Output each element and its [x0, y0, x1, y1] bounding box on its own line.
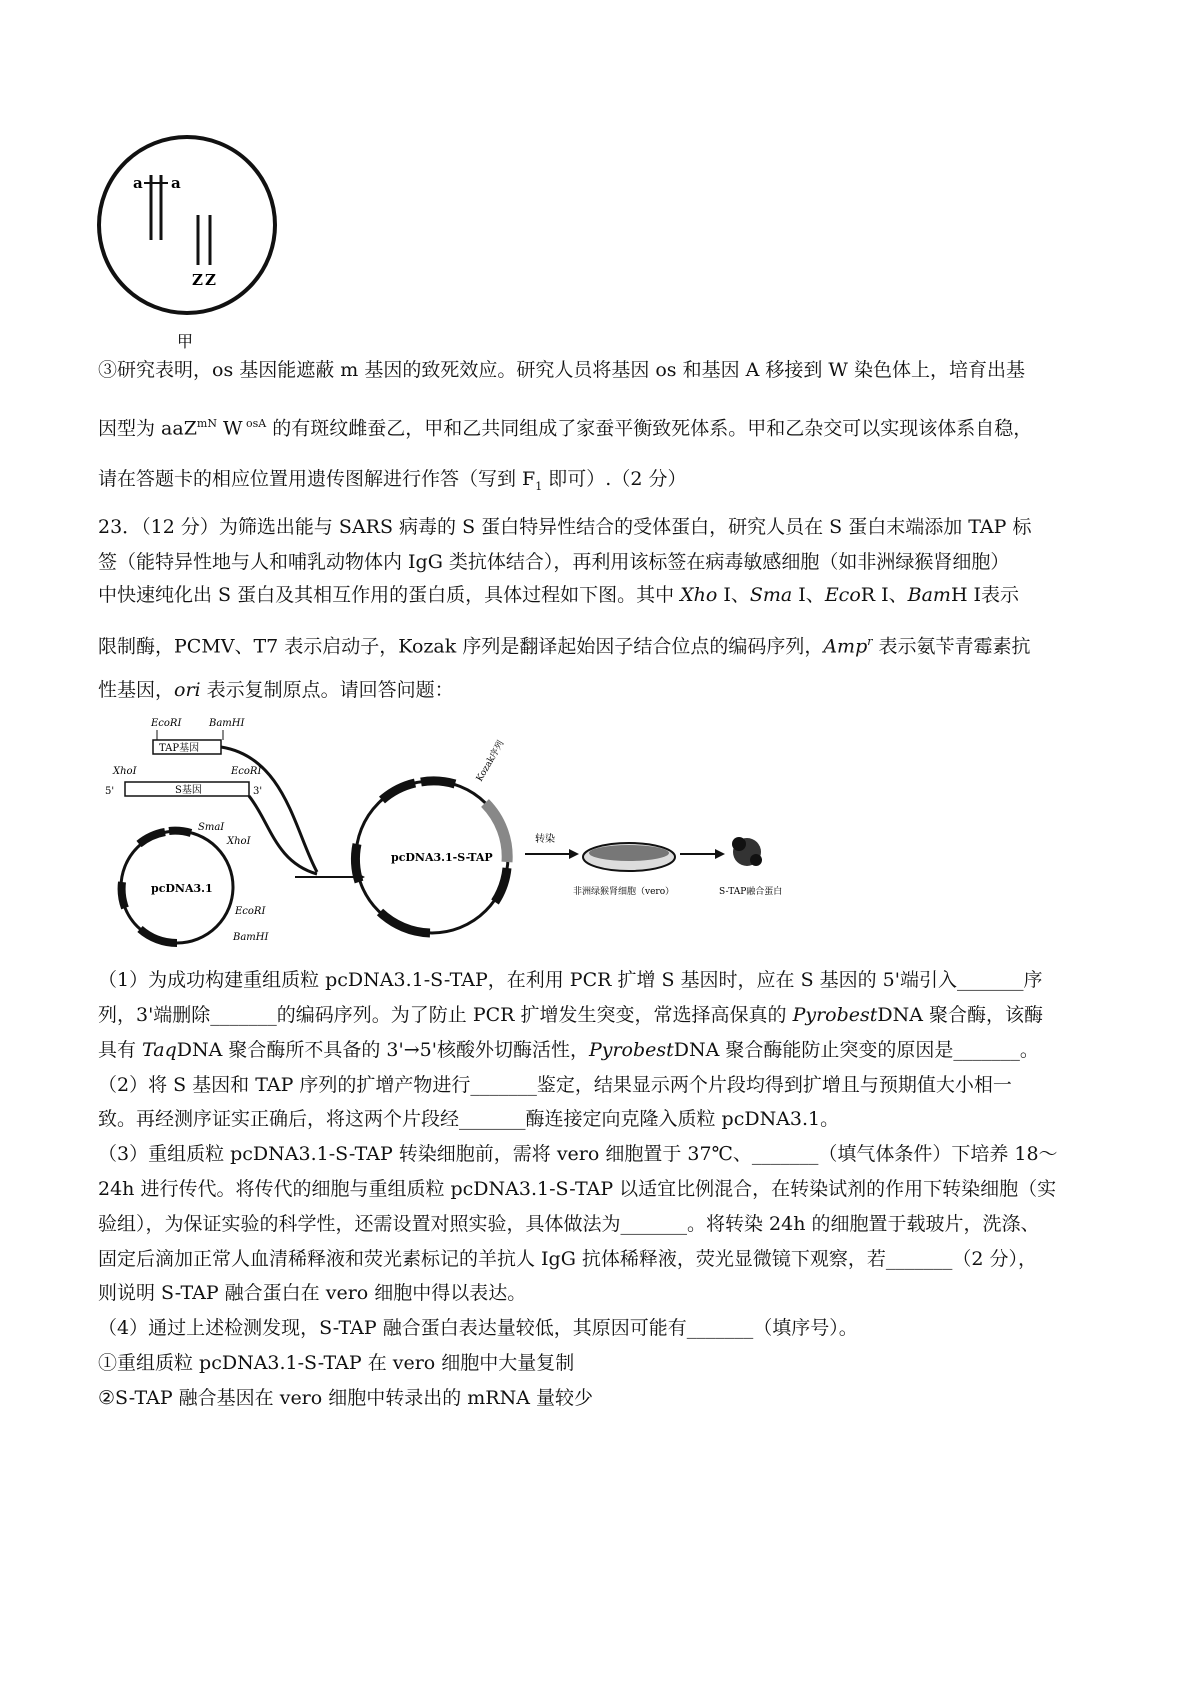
figure-caption-jia: 甲 [177, 332, 194, 351]
q2-line-1: （2）将 S 基因和 TAP 序列的扩增产物进行_______鉴定，结果显示两个片段均得到扩增且与预期值大小相一 [98, 1074, 1012, 1096]
pyrobest-term: Pyrobest [792, 1004, 878, 1026]
arrow-head-cells [569, 849, 579, 859]
cell-figure-jia [95, 125, 295, 355]
tap-segment [495, 868, 507, 902]
cloning-diagram [95, 712, 815, 952]
kozak-label: Kozak序列 [474, 739, 507, 784]
q3-para-line-3 [98, 465, 686, 501]
enzyme-sma: Sma [749, 584, 793, 606]
q23-line-5 [98, 676, 454, 704]
protein-blob-2 [732, 837, 746, 851]
q23-line-4-pre: 限制酶，PCMV、T7 表示启动子，Kozak 序列是翻译起始因子结合位点的编码序列， [98, 635, 824, 658]
q1-line-2-pre: 列，3'端删除_______的编码序列。为了防止 PCR 扩增发生突变，常选择高保真的 [98, 1004, 793, 1026]
amp-segment-2 [380, 912, 430, 933]
eco-label-plasmid: EcoRⅠ [235, 906, 266, 917]
allele-label-right: a [171, 174, 181, 192]
q23-line-5-pre: 性基因， [98, 679, 175, 701]
genotype-sup-osa: osA [242, 417, 267, 430]
tap-bamhi-label: BamHⅠ [209, 718, 245, 729]
s-xhoi-label: XhoⅠ [113, 766, 137, 777]
sma-label: SmaⅠ [198, 822, 225, 833]
q1-line-3-post: DNA 聚合酶能防止突变的原因是_______。 [673, 1039, 1039, 1061]
pcdna-label: pcDNA3.1 [151, 882, 213, 895]
q3-line-3: 验组），为保证实验的科学性，还需设置对照实验，具体做法为_______。将转染 24h 的细胞置于载玻片，洗涤、 [98, 1213, 1040, 1235]
s-gene-label: S基因 [175, 785, 202, 796]
enzyme-eco: Eco [824, 584, 861, 606]
q3-line-5: 则说明 S-TAP 融合蛋白在 vero 细胞中得以表达。 [98, 1282, 527, 1304]
q23-line-3-pre: 中快速纯化出 S 蛋白及其相互作用的蛋白质，具体过程如下图。其中 [98, 584, 681, 606]
s-3prime: 3' [253, 786, 263, 797]
sep-a: Ⅰ、 [717, 584, 750, 606]
pyrobest-term-2: Pyrobest [588, 1039, 674, 1061]
culture-cells [589, 845, 669, 861]
q1-line-1: （1）为成功构建重组质粒 pcDNA3.1-S-TAP，在利用 PCR 扩增 S 基因时，应在 S 基因的 5'端引入_______序 [98, 969, 1043, 991]
q23-line-4-post: 表示氨苄青霉素抗 [872, 635, 1031, 658]
enzyme-xho: Xho [680, 584, 718, 606]
vero-label: 非洲绿猴肾细胞（vero） [573, 887, 675, 897]
q4-option-1: ①重组质粒 pcDNA3.1-S-TAP 在 vero 细胞中大量复制 [98, 1352, 575, 1374]
q3-para-line-2 [98, 410, 1032, 442]
q3-line-4: 固定后滴加正常人血清稀释液和荧光素标记的羊抗人 IgG 抗体稀释液，荧光显微镜下观察，若_______（2 分）， [98, 1248, 1038, 1270]
q3-line-1: （3）重组质粒 pcDNA3.1-S-TAP 转染细胞前，需将 vero 细胞置于 37℃、_______（填气体条件）下培养 18～ [98, 1143, 1058, 1165]
enzyme-bam: Bam [907, 584, 951, 606]
s-ecori-label: EcoRⅠ [231, 766, 262, 777]
q23-line-2: 签（能特异性地与人和哺乳动物体内 IgG 类抗体结合），再利用该标签在病毒敏感细胞（如非洲绿猴肾细胞） [98, 551, 1010, 573]
transfect-label: 转染 [535, 834, 555, 845]
q3-para-line-2-text: 的有斑纹雌蚕乙，甲和乙共同组成了家蚕平衡致死体系。甲和乙杂交可以实现该体系自稳， [266, 417, 1033, 440]
amp-segment [140, 929, 177, 943]
ori-term: ori [174, 679, 201, 701]
ori-segment [122, 882, 125, 908]
q23-line-3 [98, 581, 1019, 609]
s-5prime: 5' [105, 786, 115, 797]
tap-ecori-label: EcoRⅠ [151, 718, 182, 729]
sep-d: H Ⅰ表示 [950, 584, 1020, 606]
ori-segment-2 [355, 844, 359, 882]
q1-line-3 [98, 1036, 1039, 1064]
tap-gene-label: TAP基因 [159, 743, 200, 754]
allele-label-left: a [133, 174, 143, 192]
q1-line-3-mid: DNA 聚合酶所不具备的 3'→5'核酸外切酶活性， [176, 1039, 589, 1061]
z-chrom-label: ZZ [192, 271, 218, 289]
f1-subscript: 1 [535, 479, 543, 493]
q4-option-2: ②S-TAP 融合基因在 vero 细胞中转录出的 mRNA 量较少 [98, 1387, 593, 1409]
pcmv-segment [139, 832, 165, 844]
genotype-sup-mn: mN [196, 417, 217, 430]
q3-line-2: 24h 进行传代。将传代的细胞与重组质粒 pcDNA3.1-S-TAP 以适宜比例混合，在转染试剂的作用下转染细胞（实 [98, 1178, 1057, 1200]
amp-gene: Amp [823, 635, 868, 658]
q23-line-4 [98, 628, 1031, 660]
cell-circle [99, 137, 275, 313]
pcmv-segment-2 [382, 783, 415, 800]
q4-line-1: （4）通过上述检测发现，S-TAP 融合蛋白表达量较低，其原因可能有_______（填序号）。 [98, 1317, 858, 1339]
q23-line-1: 23．（12 分）为筛选出能与 SARS 病毒的 S 蛋白特异性结合的受体蛋白，研究人员在 S 蛋白末端添加 TAP 标 [98, 516, 1032, 538]
q3-para-line-1: ③研究表明，os 基因能遮蔽 m 基因的致死效应。研究人员将基因 os 和基因 A 移接到 W 染色体上，培育出基 [98, 359, 1026, 381]
q2-line-2: 致。再经测序证实正确后，将这两个片段经_______酶连接定向克隆入质粒 pcDNA3.1。 [98, 1108, 840, 1130]
amp-sup: r [867, 635, 873, 648]
q1-line-2-post: DNA 聚合酶，该酶 [877, 1004, 1044, 1026]
s-arrow-curve [249, 796, 317, 874]
q3-para-line-3-pre: 请在答题卡的相应位置用遗传图解进行作答（写到 F [98, 468, 536, 490]
pcdna-s-tap-label: pcDNA3.1-S-TAP [391, 851, 493, 864]
genotype-prefix: 因型为 aaZ [98, 417, 197, 440]
q1-line-2 [98, 1001, 1043, 1029]
q1-line-3-pre: 具有 [98, 1039, 143, 1061]
sep-b: Ⅰ、 [792, 584, 825, 606]
genotype-w: W [216, 417, 243, 440]
arrow-head-protein [715, 849, 725, 859]
t7-segment-2 [421, 781, 455, 784]
fusion-label: S-TAP融合蛋白 [719, 887, 783, 897]
sep-c: R Ⅰ、 [860, 584, 908, 606]
t7-segment [169, 831, 191, 833]
protein-blob-3 [750, 854, 762, 866]
xho-label-plasmid: XhoⅠ [227, 836, 251, 847]
bam-label-plasmid: BamHⅠ [233, 932, 269, 943]
q23-line-5-post: 表示复制原点。请回答问题： [200, 679, 454, 701]
taq-term: Taq [142, 1039, 177, 1061]
q3-para-line-3-post: 即可）.（2 分） [542, 468, 687, 490]
